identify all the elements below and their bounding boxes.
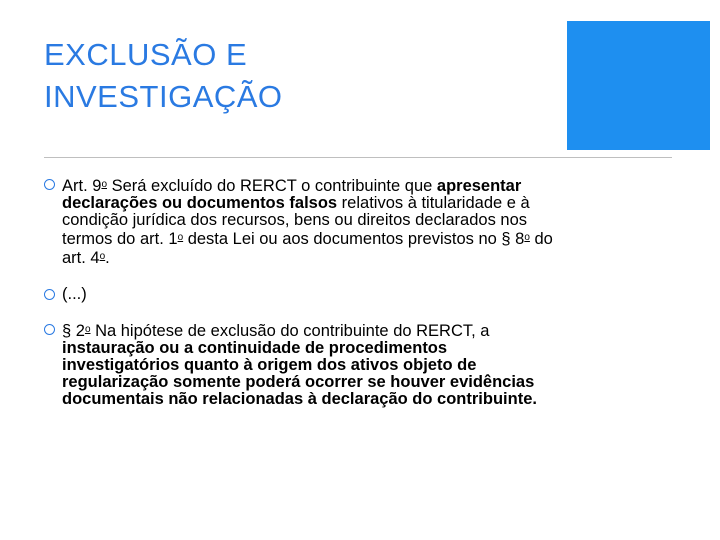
accent-block <box>567 21 710 150</box>
art9-text: Será excluído do RERCT o contribuinte que <box>107 177 437 195</box>
ellipsis-text: (...) <box>62 285 87 303</box>
art9-text-cont2: desta Lei ou aos documentos previstos no § 8 <box>183 230 525 248</box>
circle-bullet-icon <box>44 324 55 335</box>
ordinal-sup: o <box>177 232 184 243</box>
title-line-1: EXCLUSÃO E <box>44 37 248 72</box>
ordinal-sup: o <box>84 324 91 335</box>
title-line-2: INVESTIGAÇÃO <box>44 79 283 114</box>
para2-text: Na hipótese de exclusão do contribuinte do RERCT, a <box>90 322 490 340</box>
art9-text-end: . <box>105 249 110 267</box>
bullet-item-ellipsis <box>44 286 564 303</box>
ordinal-sup: o <box>524 232 530 243</box>
para2-label: § 2 <box>62 322 85 340</box>
bullet-item-art9 <box>44 176 564 267</box>
bullet-item-paragraph2 <box>44 321 564 408</box>
ordinal-sup: o <box>101 179 107 190</box>
slide-body <box>44 176 564 408</box>
art9-text-cont: relativos à titularidade e à condição jurídica dos recursos, bens ou direitos declarados nos termos do art. 1 <box>62 194 530 248</box>
circle-bullet-icon <box>44 289 55 300</box>
para2-bold-text: instauração ou a continuidade de procedimentos investigatórios quanto à origem dos ativos objeto de regularização somente poderá ocorrer se houver evidências documentais não relacionadas à declaração do contribuinte. <box>62 339 537 408</box>
art9-label: Art. 9 <box>62 177 102 195</box>
circle-bullet-icon <box>44 179 55 190</box>
title-divider <box>44 157 672 158</box>
art9-text-cont3: do art. 4 <box>62 230 553 267</box>
ordinal-sup: o <box>99 251 106 262</box>
art9-bold-text: apresentar declarações ou documentos falsos <box>62 177 522 212</box>
slide-title <box>44 34 544 118</box>
